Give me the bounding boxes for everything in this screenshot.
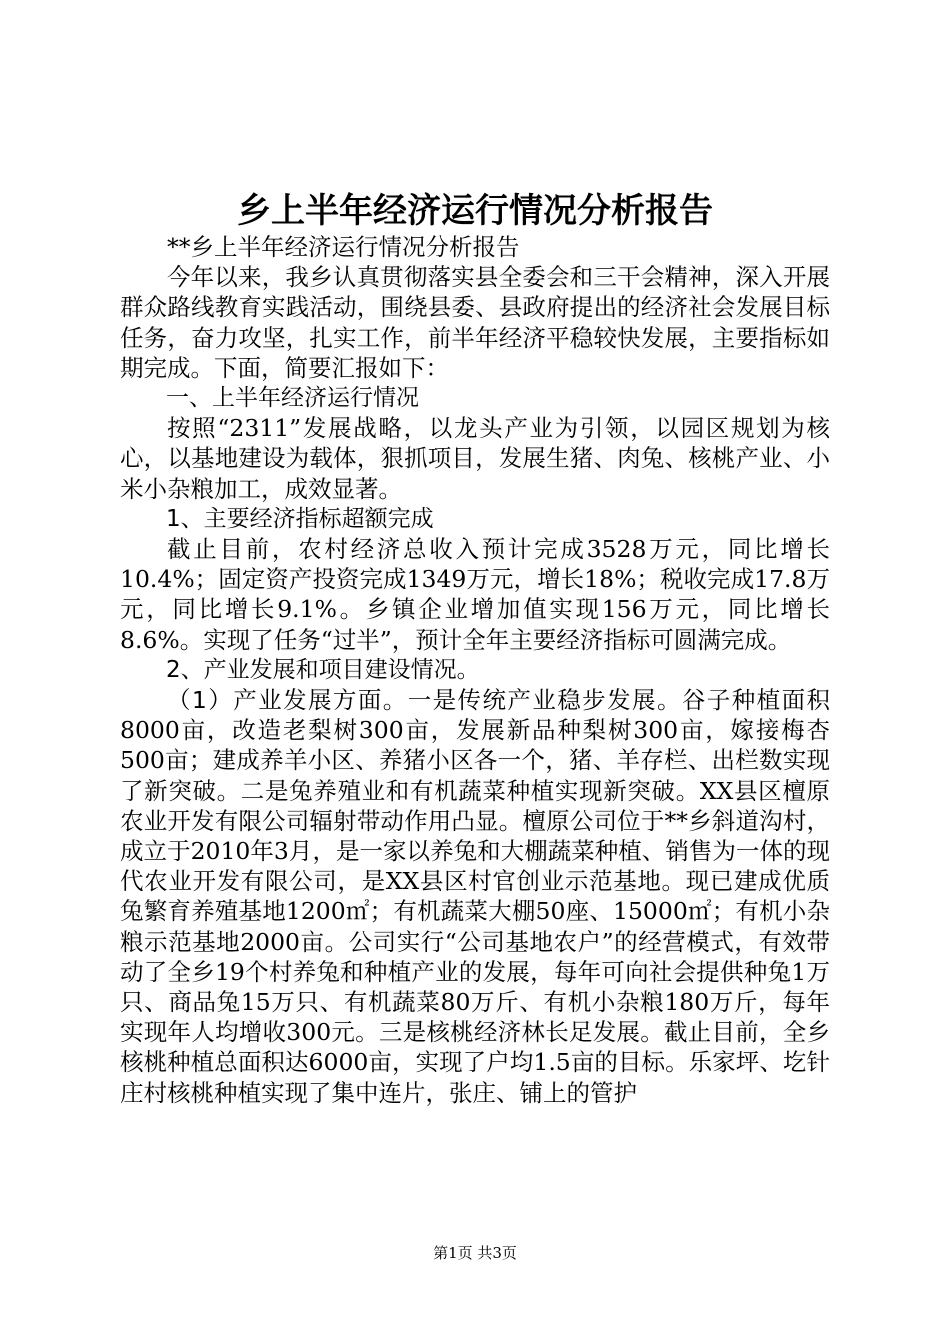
- industry-lead: （1）产业发展方面。: [167, 686, 408, 715]
- industry-text: 一是传统产业稳步发展。谷子种植面积8000亩，改造老梨树300亩，发展新品种梨树300亩，嫁接梅杏500亩；建成养羊小区、养猪小区各一个，猪、羊存栏、出栏数实现了新突破。二是兔养殖业和有机蔬菜种植实现新突破。XX县区檀原农业开发有限公司辐射带动作用凸显。檀原公司位于**乡斜道沟村，成立于2010年3月，是一家以养兔和大棚蔬菜种植、销售为一体的现代农业开发有限公司，是XX县区村官创业示范基地。现已建成优质兔繁育养殖基地1200㎡；有机蔬菜大棚50座、15000㎡；有机小杂粮示范基地2000亩。公司实行“公司基地农户”的经营模式，有效带动了全乡19个村养兔和种植产业的发展，每年可向社会提供种兔1万只、商品兔15万只、有机蔬菜80万斤、有机小杂粮180万斤，每年实现年人均增收300元。三是核桃经济林长足发展。截止目前，全乡核桃种植总面积达6000亩，实现了户均1.5亩的目标。乐家坪、圪针庄村核桃种植实现了集中连片，张庄、铺上的管护: [120, 686, 831, 1107]
- section-heading-1-2: 2、产业发展和项目建设情况。: [166, 656, 480, 683]
- intro-paragraph: 今年以来，我乡认真贯彻落实县全委会和三干会精神，深入开展群众路线教育实践活动，围绕县委、县政府提出的经济社会发展目标任务，奋力攻坚，扎实工作，前半年经济平稳较快发展，主要指标如期完成。下面，简要汇报如下：: [120, 263, 830, 382]
- document-body: [120, 232, 830, 1108]
- document-title: 乡上半年经济运行情况分析报告: [237, 191, 713, 231]
- indicators-paragraph: 截止目前，农村经济总收入预计完成3528万元，同比增长10.4%；固定资产投资完成1349万元，增长18%；税收完成17.8万元，同比增长9.1%。乡镇企业增加值实现156万元，同比增长8.6%。实现了任务“过半”，预计全年主要经济指标可圆满完成。: [120, 535, 830, 654]
- subtitle-paragraph: **乡上半年经济运行情况分析报告: [167, 233, 520, 261]
- page-footer: 第1页 共3页: [433, 1244, 517, 1262]
- industry-paragraph: [120, 685, 830, 1108]
- strategy-paragraph: 按照“2311”发展战略，以龙头产业为引领，以园区规划为核心，以基地建设为载体，狠抓项目，发展生猪、肉兔、核桃产业、小米小杂粮加工，成效显著。: [120, 414, 830, 503]
- section-heading-1-1: 1、主要经济指标超额完成: [166, 505, 434, 532]
- section-heading-1: 一、上半年经济运行情况: [166, 385, 419, 412]
